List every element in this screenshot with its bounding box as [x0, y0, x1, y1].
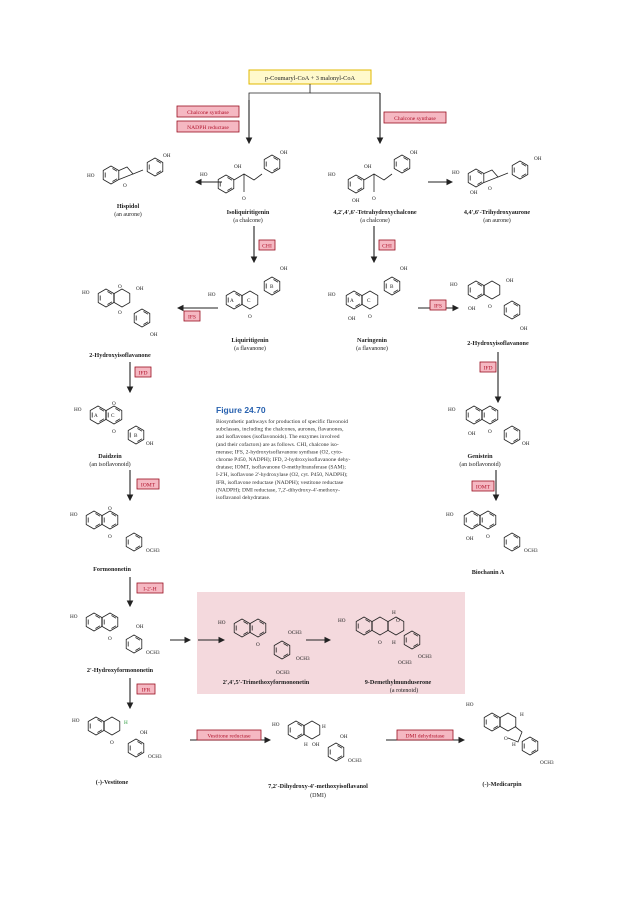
- structure-tetrahydroxychalcone: [328, 150, 418, 204]
- svg-text:HO: HO: [466, 702, 474, 708]
- svg-text:OH: OH: [470, 190, 478, 196]
- svg-text:O: O: [488, 304, 492, 310]
- svg-text:OH: OH: [348, 316, 356, 322]
- svg-text:HO: HO: [450, 282, 458, 288]
- svg-text:HO: HO: [87, 173, 95, 179]
- svg-text:DMI dehydratase: DMI dehydratase: [405, 733, 445, 740]
- svg-text:IFD: IFD: [138, 370, 148, 377]
- label-trihydroxyaurone: 4,4',6'-Trihydroxyaurone: [463, 209, 531, 216]
- svg-text:OH: OH: [468, 431, 476, 437]
- structure-hispidol: [87, 153, 171, 189]
- svg-text:OH: OH: [506, 278, 514, 284]
- svg-text:CHI: CHI: [382, 243, 392, 250]
- structure-hydroxyisoflavanone-right: [450, 278, 528, 332]
- enzyme-ifs-left: [184, 311, 200, 321]
- svg-text:HO: HO: [452, 170, 460, 176]
- svg-text:OH: OH: [520, 326, 528, 332]
- svg-text:HO: HO: [328, 292, 336, 298]
- svg-text:H: H: [304, 742, 308, 748]
- label-hispidol: Hispidol: [116, 203, 140, 210]
- enzyme-vestitone-reductase: [197, 730, 261, 740]
- sub-daidzein: (an isoflavonoid): [89, 462, 131, 468]
- svg-text:O: O: [123, 183, 127, 189]
- svg-text:HO: HO: [446, 512, 454, 518]
- svg-text:OCH3: OCH3: [148, 754, 162, 760]
- sub-genistein: (an isoflavonoid): [459, 462, 501, 468]
- figure-caption: [216, 418, 351, 501]
- svg-text:OH: OH: [136, 624, 144, 630]
- svg-text:OCH3: OCH3: [418, 654, 432, 660]
- caption-line: (and their cofactors) are as follows. CHI, chalcone iso-: [216, 441, 339, 448]
- svg-text:HO: HO: [328, 172, 336, 178]
- caption-line: dratase; IOMT, isoflavanone O-methyltransferase (SAM);: [216, 464, 346, 471]
- svg-text:IFS: IFS: [187, 314, 197, 321]
- structure-hydroxyisoflavanone-left: [82, 284, 158, 338]
- sub-hispidol: (an aurone): [114, 212, 142, 218]
- structure-trihydroxyaurone: [452, 156, 542, 196]
- svg-text:OH: OH: [312, 742, 320, 748]
- svg-text:H: H: [392, 610, 396, 616]
- enzyme-chalcone-synthase-left: [177, 106, 239, 117]
- label-liquiritigenin: Liquiritigenin: [231, 337, 269, 344]
- caption-line: and isoflavones (isoflavonoids). The enzymes involved: [216, 434, 340, 441]
- svg-text:OCH3: OCH3: [276, 670, 290, 676]
- svg-text:HO: HO: [74, 407, 82, 413]
- label-hydroxyformononetin: 2'-Hydroxyformononetin: [86, 667, 154, 674]
- svg-text:IFR: IFR: [141, 687, 151, 694]
- svg-text:OH: OH: [410, 150, 418, 156]
- svg-text:IOMT: IOMT: [475, 484, 491, 491]
- svg-text:O: O: [486, 534, 490, 540]
- svg-text:I-2'-H: I-2'-H: [143, 586, 157, 593]
- svg-text:HO: HO: [200, 172, 208, 178]
- enzyme-ifd-left: [135, 367, 151, 377]
- svg-text:C: C: [111, 413, 115, 419]
- label-hydroxyisoflavanone-right: 2-Hydroxyisoflavanone: [467, 340, 529, 347]
- sub-tetrahydroxychalcone: (a chalcone): [360, 218, 390, 224]
- svg-text:OH: OH: [400, 266, 408, 272]
- structure-hydroxyformononetin: [70, 613, 160, 656]
- svg-text:C: C: [247, 298, 251, 304]
- svg-text:HO: HO: [70, 512, 78, 518]
- sub-trihydroxyaurone: (an aurone): [483, 218, 511, 224]
- label-isoliquiritigenin: Isoliquiritigenin: [226, 209, 270, 216]
- label-dmi: 7,2'-Dihydroxy-4'-methoxyisoflavanol: [268, 783, 368, 790]
- enzyme-i2h: [137, 583, 163, 593]
- caption-line: chrome P450, NADPH); IFD, 2-hydroxyisoflavanone dehy-: [216, 457, 351, 463]
- svg-text:OH: OH: [140, 730, 148, 736]
- structure-naringenin: [328, 266, 408, 322]
- label-biochanin-a: Biochanin A: [471, 569, 505, 576]
- caption-line: isoflavanol dehydratase.: [216, 495, 271, 501]
- label-daidzein: Daidzein: [98, 453, 122, 460]
- structure-dmi: [272, 721, 362, 764]
- enzyme-ifr: [137, 684, 155, 694]
- svg-text:OH: OH: [163, 153, 171, 159]
- svg-text:HO: HO: [70, 614, 78, 620]
- svg-text:B: B: [390, 284, 394, 290]
- sub-demethylmunduserone: (a rotenoid): [389, 688, 419, 694]
- svg-text:OCH3: OCH3: [146, 548, 160, 554]
- svg-text:OCH3: OCH3: [288, 630, 302, 636]
- svg-text:A: A: [350, 298, 354, 304]
- svg-text:OCH3: OCH3: [524, 548, 538, 554]
- enzyme-iomt-left: [137, 479, 159, 489]
- svg-text:IOMT: IOMT: [140, 482, 156, 489]
- label-vestitone: (-)-Vestitone: [95, 779, 129, 786]
- sub-dmi: (DMI): [310, 793, 326, 799]
- svg-text:OCH3: OCH3: [398, 660, 412, 666]
- enzyme-chalcone-synthase-right: [384, 112, 446, 123]
- svg-text:OH: OH: [146, 441, 154, 447]
- structure-vestitone: [72, 717, 162, 760]
- enzyme-ifs-right: [430, 300, 446, 310]
- svg-text:NADPH reductase: NADPH reductase: [187, 125, 229, 131]
- structure-biochanin-a: [446, 511, 538, 554]
- structure-liquiritigenin: [208, 266, 288, 320]
- svg-text:OH: OH: [136, 286, 144, 292]
- label-genistein: Genistein: [467, 453, 493, 460]
- svg-text:C: C: [367, 298, 371, 304]
- svg-text:OCH3: OCH3: [348, 758, 362, 764]
- svg-text:O: O: [396, 618, 400, 624]
- svg-text:OCH3: OCH3: [540, 760, 554, 766]
- svg-text:HO: HO: [72, 718, 80, 724]
- svg-text:O: O: [368, 314, 372, 320]
- svg-text:O: O: [248, 314, 252, 320]
- svg-text:Chalcone synthase: Chalcone synthase: [394, 116, 436, 122]
- label-formononetin: Formononetin: [93, 566, 131, 573]
- enzyme-chi-right: [379, 240, 395, 250]
- svg-text:O: O: [108, 506, 112, 512]
- svg-text:OH: OH: [364, 164, 372, 170]
- svg-text:O: O: [488, 186, 492, 192]
- svg-text:OH: OH: [468, 306, 476, 312]
- caption-line: Biosynthetic pathways for production of specific flavonoid: [216, 419, 349, 425]
- svg-text:IFS: IFS: [433, 303, 443, 310]
- svg-text:O: O: [372, 196, 376, 202]
- svg-text:H: H: [124, 720, 128, 726]
- svg-text:CHI: CHI: [262, 243, 272, 250]
- svg-text:O: O: [110, 740, 114, 746]
- svg-text:B: B: [134, 433, 138, 439]
- svg-text:OH: OH: [280, 150, 288, 156]
- svg-text:OH: OH: [466, 536, 474, 542]
- svg-text:HO: HO: [448, 407, 456, 413]
- svg-text:OH: OH: [352, 198, 360, 204]
- svg-text:O: O: [256, 642, 260, 648]
- enzyme-ifd-right: [480, 362, 496, 372]
- label-demethylmunduserone: 9-Demethylmunduserone: [364, 679, 432, 686]
- svg-text:H: H: [392, 640, 396, 646]
- svg-text:OH: OH: [150, 332, 158, 338]
- svg-text:O: O: [112, 401, 116, 407]
- svg-text:OH: OH: [522, 441, 530, 447]
- label-trimethoxyformononetin: 2',4',5'-Trimethoxyformononetin: [222, 679, 310, 686]
- label-naringenin: Naringenin: [357, 337, 387, 344]
- structure-daidzein: [74, 401, 154, 447]
- svg-text:HO: HO: [208, 292, 216, 298]
- svg-text:OH: OH: [280, 266, 288, 272]
- svg-text:O: O: [112, 429, 116, 435]
- svg-text:O: O: [488, 429, 492, 435]
- structure-genistein: [448, 406, 530, 447]
- svg-text:H: H: [322, 724, 326, 730]
- structure-formononetin: [70, 506, 160, 554]
- svg-text:Chalcone synthase: Chalcone synthase: [187, 110, 229, 116]
- svg-text:O: O: [108, 534, 112, 540]
- svg-text:Vestitone reductase: Vestitone reductase: [207, 733, 251, 740]
- start-label: p-Coumaryl-CoA + 3 malonyl-CoA: [264, 75, 356, 82]
- svg-text:IFD: IFD: [483, 365, 493, 372]
- enzyme-dmi-dehydratase: [397, 730, 453, 740]
- enzyme-nadph-reductase: [177, 121, 239, 132]
- svg-text:O: O: [118, 310, 122, 316]
- caption-line: (NADPH); DMI reductase, 7,2'-dihydroxy-4'-methoxy-: [216, 487, 340, 494]
- svg-text:H: H: [512, 742, 516, 748]
- caption-line: I-2'H, isoflavone 2'-hydroxylase (O2, cyt. P450, NADPH);: [216, 472, 348, 479]
- svg-text:OCH3: OCH3: [146, 650, 160, 656]
- svg-text:HO: HO: [82, 290, 90, 296]
- svg-text:OH: OH: [340, 734, 348, 740]
- svg-text:OH: OH: [234, 164, 242, 170]
- sub-isoliquiritigenin: (a chalcone): [233, 218, 263, 224]
- svg-text:O: O: [378, 640, 382, 646]
- svg-text:HO: HO: [218, 620, 226, 626]
- caption-line: IFR, isoflavone reductase (NADPH); vestitone reductase: [216, 479, 344, 486]
- svg-text:O: O: [118, 284, 122, 290]
- sub-naringenin: (a flavanone): [356, 346, 388, 352]
- svg-text:H: H: [520, 712, 524, 718]
- enzyme-iomt-right: [472, 481, 494, 491]
- svg-text:A: A: [94, 413, 98, 419]
- structure-medicarpin: [466, 702, 554, 766]
- structure-isoliquiritigenin: [200, 150, 288, 202]
- label-tetrahydroxychalcone: 4,2',4',6'-Tetrahydroxychalcone: [333, 209, 417, 216]
- svg-text:OH: OH: [534, 156, 542, 162]
- caption-line: merase; IFS, 2-hydroxyisoflavanone synthase (O2, cyto-: [216, 449, 343, 456]
- svg-text:HO: HO: [272, 722, 280, 728]
- svg-text:O: O: [108, 636, 112, 642]
- svg-text:B: B: [270, 284, 274, 290]
- svg-text:O: O: [504, 736, 508, 742]
- enzyme-chi-left: [259, 240, 275, 250]
- svg-text:HO: HO: [338, 618, 346, 624]
- svg-text:OCH3: OCH3: [296, 656, 310, 662]
- svg-text:O: O: [242, 196, 246, 202]
- caption-line: subclasses, including the chalcones, aurones, flavanones,: [216, 426, 344, 433]
- sub-liquiritigenin: (a flavanone): [234, 346, 266, 352]
- figure-title: Figure 24.70: [216, 405, 266, 415]
- label-hydroxyisoflavanone-left: 2-Hydroxyisoflavanone: [89, 352, 151, 359]
- label-medicarpin: (-)-Medicarpin: [482, 781, 522, 788]
- svg-text:A: A: [230, 298, 234, 304]
